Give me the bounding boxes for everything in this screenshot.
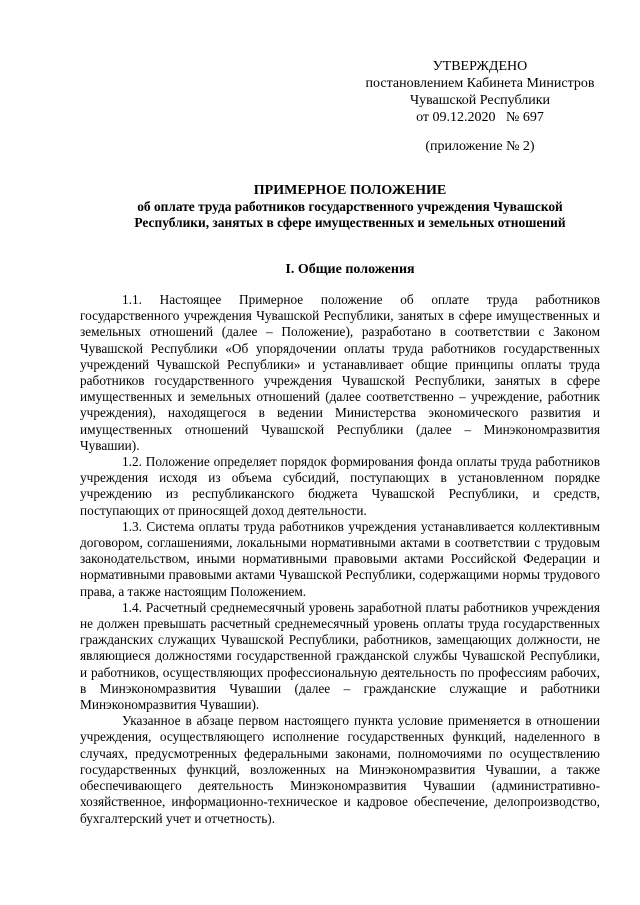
title-main: ПРИМЕРНОЕ ПОЛОЖЕНИЕ: [253, 183, 447, 198]
appendix-label: (приложение № 2): [425, 139, 535, 154]
section-heading: I. Общие положения: [285, 262, 415, 277]
paragraph-1-4: 1.4. Расчетный среднемесячный уровень заработной платы работников учреждения не должен превышать расчетный среднемесячный уровень оплаты труда государственных гражданских служащих Чувашской Республики, работников, замещающих должности, не являющиеся должностями государственной гражданской службы Чувашской Республики, и работников, осуществляющих профессиональную деятельность по профессиям рабочих, в Минэкономразвития Чувашии (далее – гражданские служащие и работники Минэкономразвития Чувашии).: [80, 599, 600, 713]
paragraph-1-3: 1.3. Система оплаты труда работников учреждения устанавливается коллективным договором, соглашениями, локальными нормативными актами в соответствии с трудовым законодательством, иными нормативными правовыми актами Российской Федерации и нормативными правовыми актами Чувашской Республики, содержащими нормы трудового права, а также настоящим Положением.: [80, 518, 600, 599]
document-body: [80, 292, 600, 827]
title-subtitle-line-2: Республики, занятых в сфере имущественных и земельных отношений: [134, 215, 566, 230]
paragraph-1-2: 1.2. Положение определяет порядок формирования фонда оплаты труда работников учреждения исходя из объема субсидий, поступающих в установленном порядке учреждению из республиканского бюджета Чувашской Республики, и средств, поступающих от приносящей доход деятельности.: [80, 454, 600, 518]
paragraph-1-4-note: Указанное в абзаце первом настоящего пункта условие применяется в отношении учреждения, осуществляющего исполнение государственных функций, наделенного в случаях, предусмотренных федеральными законами, полномочиями по осуществлению государственных функций, возложенных на Минэкономразвития Чувашии, а также обеспечивающего деятельность Минэкономразвития Чувашии (административно-хозяйственное, информационно-техническое и кадровое обеспечение, делопроизводство, бухгалтерский учет и отчетность).: [80, 713, 600, 826]
document-title: [60, 183, 640, 231]
approval-authority: постановлением Кабинета Министров: [365, 76, 595, 91]
title-subtitle-line-1: об оплате труда работников государственного учреждения Чувашской: [137, 199, 563, 214]
approval-stamp: [360, 58, 600, 126]
approval-heading: УТВЕРЖДЕНО: [432, 59, 528, 74]
paragraph-1-1: 1.1. Настоящее Примерное положение об оплате труда работников государственного учреждения Чувашской Республики, занятых в сфере имущественных и земельных отношений (далее – Положение), разработано в соответствии с Законом Чувашской Республики «Об упорядочении оплаты труда работников государственных учреждений Чувашской Республики» и устанавливает общие принципы оплаты труда работников государственного учреждения Чувашской Республики, занятых в сфере имущественных и земельных отношений (далее соответственно – учреждение, работник учреждения), находящегося в ведении Министерства экономического развития и имущественных отношений Чувашской Республики (далее – Минэкономразвития Чувашии).: [80, 292, 600, 453]
approval-republic: Чувашской Республики: [409, 93, 551, 108]
approval-date-number: от 09.12.2020 № 697: [416, 110, 544, 125]
